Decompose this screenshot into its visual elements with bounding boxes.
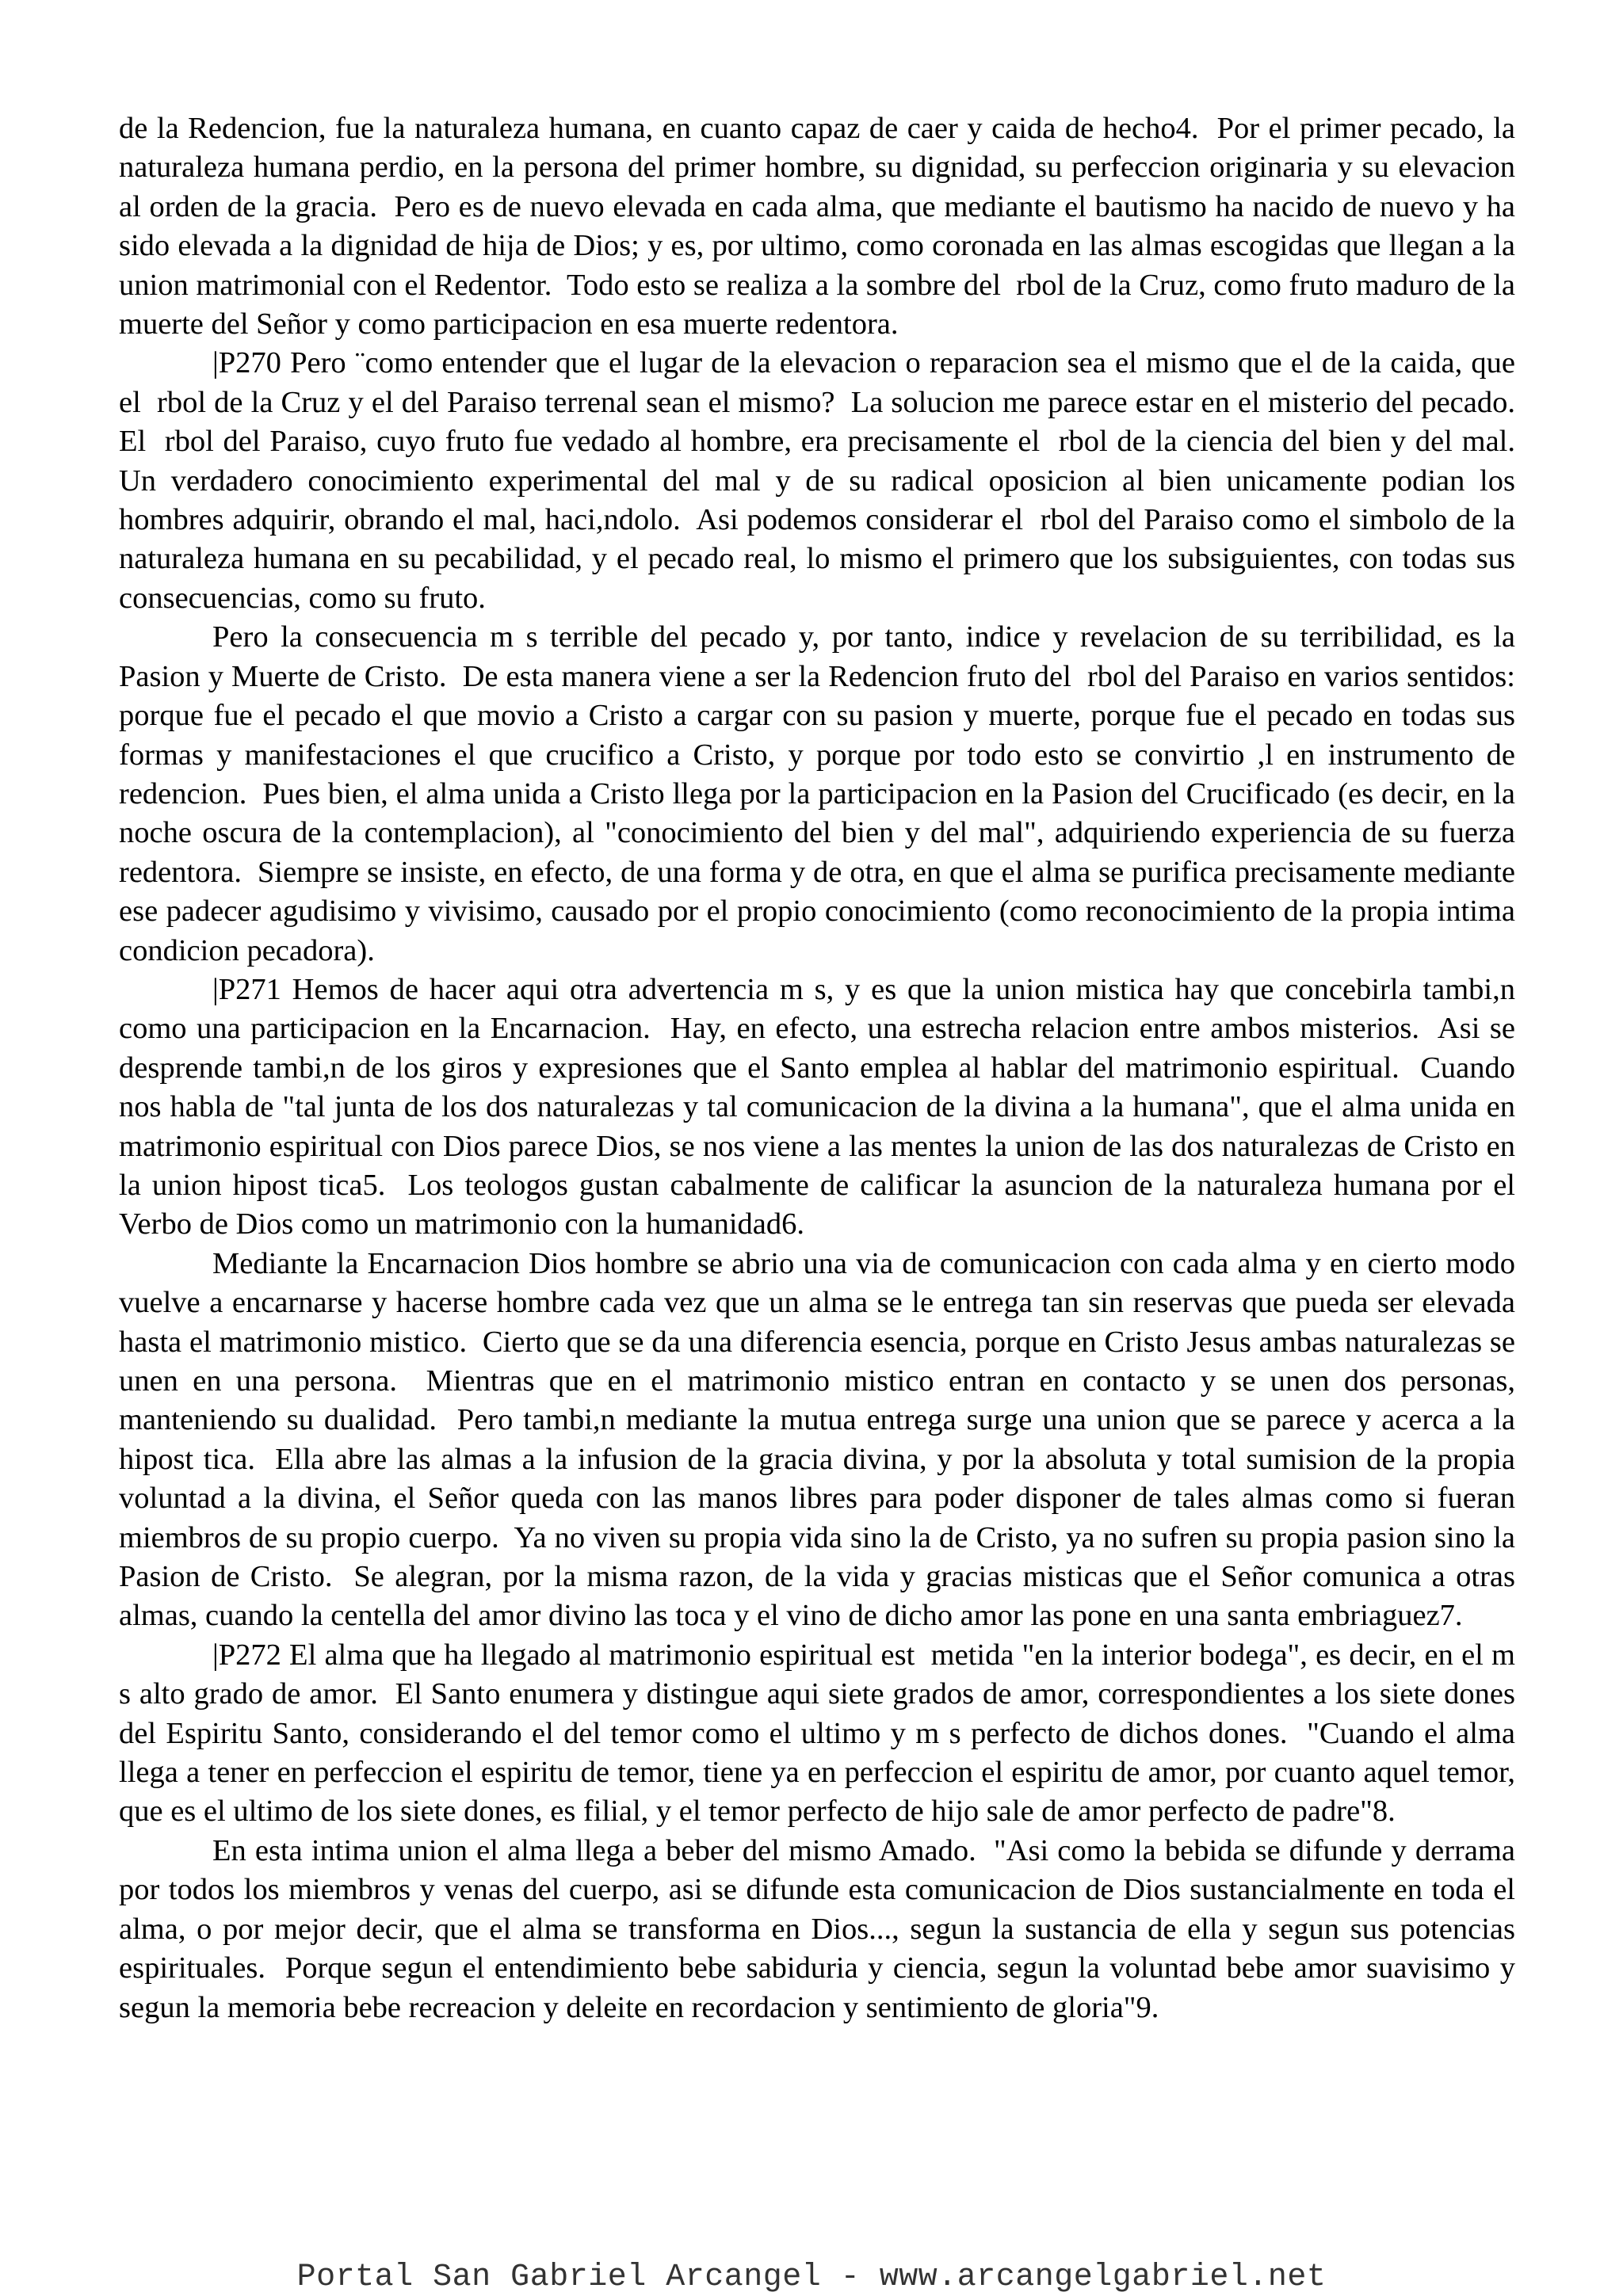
paragraph-p272: |P272 El alma que ha llegado al matrimonio espiritual est metida "en la interior bodega", es decir, en el m s alto grado de amor. El Santo enumera y distingue aqui siete grados de amor, correspondientes a los siete dones del Espiritu Santo, considerando el del temor como el ultimo y m s perfecto de dichos dones. "Cuando el alma llega a tener en perfeccion el espiritu de temor, tiene ya en perfeccion el espiritu de amor, por cuanto aquel temor, que es el ultimo de los siete dones, es filial, y el temor perfecto de hijo sale de amor perfecto de padre"8. bbox=[119, 1638, 1523, 1829]
paragraph: de la Redencion, fue la naturaleza humana, en cuanto capaz de caer y caida de hecho4. Por el primer pecado, la naturaleza humana perdio, en la persona del primer hombre, su dignidad, su perfeccion originaria y su elevacion al orden de la gracia. Pero es de nuevo elevada en cada alma, que mediante el bautismo ha nacido de nuevo y ha sido elevada a la dignidad de hija de Dios; y es, por ultimo, como coronada en las almas escogidas que llegan a la union matrimonial con el Redentor. Todo esto se realiza a la sombre del rbol de la Cruz, como fruto maduro de la muerte del Señor y como participacion en esa muerte redentora. bbox=[119, 112, 1523, 341]
paragraph: En esta intima union el alma llega a beber del mismo Amado. "Asi como la bebida se difunde y derrama por todos los miembros y venas del cuerpo, asi se difunde esta comunicacion de Dios sustancialmente en toda el alma, o por mejor decir, que el alma se transforma en Dios..., segun la sustancia de ella y segun sus potencias espirituales. Porque segun el entendimiento bebe sabiduria y ciencia, segun la voluntad bebe amor suavisimo y segun la memoria bebe recreacion y deleite en recordacion y sentimiento de gloria"9. bbox=[119, 1833, 1523, 2024]
paragraph-p271: |P271 Hemos de hacer aqui otra advertencia m s, y es que la union mistica hay que concebirla tambi,n como una participacion en la Encarnacion. Hay, en efecto, una estrecha relacion entre ambos misterios. Asi se desprende tambi,n de los giros y expresiones que el Santo emplea al hablar del matrimonio espiritual. Cuando nos habla de "tal junta de los dos naturalezas y tal comunicacion de la divina a la humana", que el alma unida en matrimonio espiritual con Dios parece Dios, se nos viene a las mentes la union de las dos naturalezas de Cristo en la union hipost tica5. Los teologos gustan cabalmente de calificar la asuncion de la naturaleza humana por el Verbo de Dios como un matrimonio con la humanidad6. bbox=[119, 972, 1523, 1241]
paragraph: Mediante la Encarnacion Dios hombre se abrio una via de comunicacion con cada alma y en cierto modo vuelve a encarnarse y hacerse hombre cada vez que un alma se le entrega tan sin reservas que pueda ser elevada hasta el matrimonio mistico. Cierto que se da una diferencia esencia, porque en Cristo Jesus ambas naturalezas se unen en una persona. Mientras que en el matrimonio mistico entran en contacto y se unen dos personas, manteniendo su dualidad. Pero tambi,n mediante la mutua entrega surge una union que se parece y acerca a la hipost tica. Ella abre las almas a la infusion de la gracia divina, y por la absoluta y total sumision de la propia voluntad a la divina, el Señor queda con las manos libres para poder disponer de tales almas como si fueran miembros de su propio cuerpo. Ya no viven su propia vida sino la de Cristo, ya no sufren su propia pasion sino la Pasion de Cristo. Se alegran, por la misma razon, de la vida y gracias misticas que el Señor comunica a otras almas, cuando la centella del amor divino las toca y el vino de dicho amor las pone en una santa embriaguez7. bbox=[119, 1246, 1523, 1633]
document-body bbox=[119, 109, 1531, 2027]
page-footer: Portal San Gabriel Arcangel - www.arcangelgabriel.net bbox=[296, 2260, 1327, 2295]
paragraph-p270: |P270 Pero ¨como entender que el lugar de la elevacion o reparacion sea el mismo que el de la caida, que el rbol de la Cruz y el del Paraiso terrenal sean el mismo? La solucion me parece estar en el misterio del pecado. El rbol del Paraiso, cuyo fruto fue vedado al hombre, era precisamente el rbol de la ciencia del bien y del mal. Un verdadero conocimiento experimental del mal y de su radical oposicion al bien unicamente podian los hombres adquirir, obrando el mal, haci,ndolo. Asi podemos considerar el rbol del Paraiso como el simbolo de la naturaleza humana en su pecabilidad, y el pecado real, lo mismo el primero que los subsiguientes, con todas sus consecuencias, como su fruto. bbox=[119, 346, 1531, 615]
paragraph: Pero la consecuencia m s terrible del pecado y, por tanto, indice y revelacion de su terribilidad, es la Pasion y Muerte de Cristo. De esta manera viene a ser la Redencion fruto del rbol del Paraiso en varios sentidos: porque fue el pecado el que movio a Cristo a cargar con su pasion y muerte, porque fue el pecado en todas sus formas y manifestaciones el que crucifico a Cristo, y porque por todo esto se convirtio ,l en instrumento de redencion. Pues bien, el alma unida a Cristo llega por la participacion en la Pasion del Crucificado (es decir, en la noche oscura de la contemplacion), al "conocimiento del bien y del mal", adquiriendo experiencia de su fuerza redentora. Siempre se insiste, en efecto, de una forma y de otra, en que el alma se purifica precisamente mediante ese padecer agudisimo y vivisimo, causado por el propio conocimiento (como reconocimiento de la propia intima condicion pecadora). bbox=[119, 620, 1523, 967]
